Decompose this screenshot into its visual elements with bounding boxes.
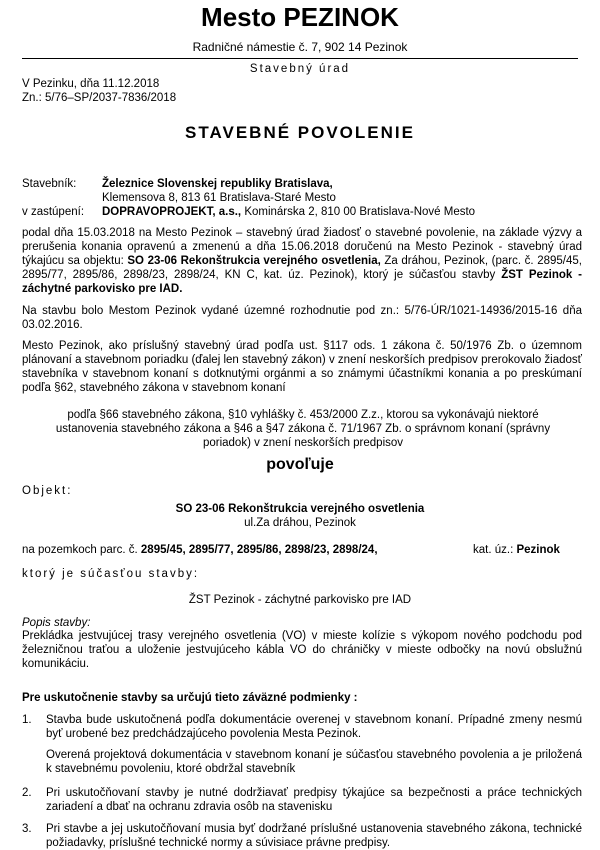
object-label: Objekt: xyxy=(22,485,73,497)
builder-name: Železnice Slovenskej republiky Bratislava, xyxy=(102,178,333,190)
office-name: Stavebný úrad xyxy=(249,63,351,75)
condition-number: 1. xyxy=(22,714,32,726)
zoning-paragraph: Na stavbu bolo Mestom Pezinok vydané územné rozhodnutie pod zn.: 5/76-ÚR/1021-14936/2015-16 dňa 03.02.2016. xyxy=(22,305,582,331)
description-label: Popis stavby: xyxy=(22,617,91,629)
condition-text: Pri stavbe a jej uskutočňovaní musia byť dodržané príslušné ustanovenia stavebného zákona, technické požiadavky, príslušné technické normy a súvisiace právne predpisy. xyxy=(46,823,582,849)
reference-number: Zn.: 5/76–SP/2037-7836/2018 xyxy=(22,92,177,104)
cadastre-line: kat. úz.: Pezinok xyxy=(473,544,560,556)
builder-address: Klemensova 8, 813 61 Bratislava-Staré Mesto xyxy=(102,192,336,204)
date-line: V Pezinku, dňa 11.12.2018 xyxy=(22,78,160,90)
conditions-heading: Pre uskutočnenie stavby sa určujú tieto záväzné podmienky : xyxy=(22,692,358,704)
object-name: SO 23-06 Rekonštrukcia verejného osvetlenia xyxy=(175,503,425,515)
city-title: Mesto PEZINOK xyxy=(201,2,399,32)
object-street: ul.Za dráhou, Pezinok xyxy=(244,517,356,529)
condition-text: Stavba bude uskutočnená podľa dokumentácie overenej v stavebnom konaní. Prípadné zmeny nesmú byť urobené bez predchádzajúceho povolenia Mesta Pezinok. xyxy=(46,714,582,740)
representative-label: v zastúpení: xyxy=(22,206,85,218)
condition-text: Pri uskutočňovaní stavby je nutné dodržiavať predpisy týkajúce sa bezpečnosti a práce technických zariadení a dbať na ochranu zdravia osôb na stavenisku xyxy=(46,787,582,813)
representative: DOPRAVOPROJEKT, a.s., Kominárska 2, 810 00 Bratislava-Nové Mesto xyxy=(102,206,476,218)
condition-number: 2. xyxy=(22,787,32,799)
part-of-label: ktorý je súčasťou stavby: xyxy=(22,568,200,580)
condition-number: 3. xyxy=(22,823,32,835)
parcels-line: na pozemkoch parc. č. 2895/45, 2895/77, 2895/86, 2898/23, 2898/24, xyxy=(22,544,378,556)
header-divider xyxy=(22,58,578,59)
application-paragraph: podal dňa 15.03.2018 na Mesto Pezinok – stavebný úrad žiadosť o stavebné povolenie, na základe výzvy a prerušenia konania opravenú a zmenenú a dňa 15.06.2018 doručenú na Mesto Pezinok - stavebný úrad týkajúcu sa objektu: SO 23-06 Rekonštrukcia verejného osvetlenia, Za dráhou, Pezinok, (parc. č. 2895/45, 2895/77, 2895/86, 2898/23, 2898/24, KN C, kat. úz. Pezinok), ktorý je súčasťou stavby ŽST Pezinok - záchytné parkovisko pre IAD. xyxy=(22,227,582,295)
description-text: Prekládka jestvujúcej trasy verejného osvetlenia (VO) v mieste kolízie s výkopom nového podchodu pod železničnou traťou a uloženie jestvujúceho kábla VO do chráničky v mieste odbočky na novú obslužnú komunikáciu. xyxy=(22,630,582,670)
legal-basis-paragraph: podľa §66 stavebného zákona, §10 vyhlášky č. 453/2000 Z.z., ktorou sa vykonávajú niektoré ustanovenia stavebného zákona a §46 a §47 zákona č. 71/1967 Zb. o správnom konaní (správny poriadok) v znení neskorších predpisov xyxy=(55,409,551,449)
city-address: Radničné námestie č. 7, 902 14 Pezinok xyxy=(192,40,408,54)
builder-label: Stavebník: xyxy=(22,178,77,190)
condition-extra: Overená projektová dokumentácia v stavebnom konaní je súčasťou stavebného povolenia a je priložená k stavebnému povoleniu, ktoré obdržal stavebník xyxy=(46,749,582,775)
document-title: STAVEBNÉ POVOLENIE xyxy=(185,123,415,142)
decision-verb: povoľuje xyxy=(266,456,334,473)
proceedings-paragraph: Mesto Pezinok, ako príslušný stavebný úrad podľa ust. §117 ods. 1 zákona č. 50/1976 Zb. o územnom plánovaní a stavebnom poriadku (ďalej len stavebný zákon) v znení neskorších predpisov prerokovalo žiadosť stavebníka v stavebnom konaní s dotknutými orgánmi a so známymi účastníkmi konania a po preskúmaní podľa §62, stavebného zákona v stavebnom konaní xyxy=(22,340,582,394)
stavba-name: ŽST Pezinok - záchytné parkovisko pre IAD xyxy=(188,594,412,606)
